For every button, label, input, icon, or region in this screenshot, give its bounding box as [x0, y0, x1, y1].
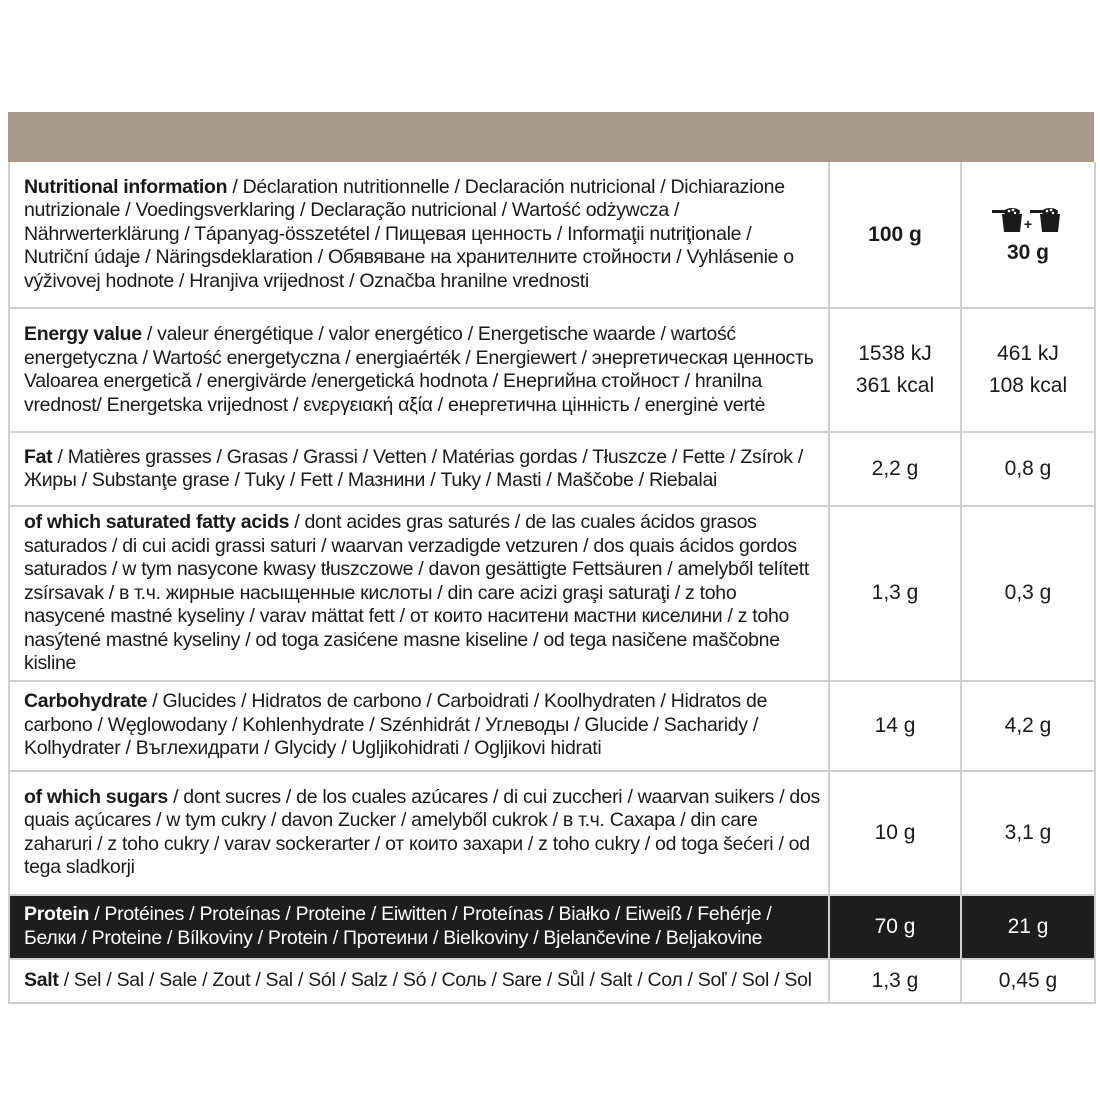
header-translations: / Déclaration nutritionnelle / Declaración nutricional / Dichiarazione nutrizionale / Voedingsverklaring / Declaração nutricional / Wartość odżywcza / Nährwerterklärung / Tápanyag-összetétel / Пищевая ценность / Informaţii nutriţionale / Nutriční údaje / Näringsdeklaration / Обявяване на хранителните стойности / Vyhlásenie o výživovej hodnote / Hranjiva vrijednost / Označba hranilne vrednosti	[24, 175, 794, 292]
two-scoops-icon	[992, 201, 1064, 237]
value-100g: 1,3 g	[829, 506, 961, 681]
value-serving: 21 g	[961, 895, 1095, 959]
table-row	[9, 308, 1095, 432]
table-row	[9, 432, 1095, 506]
table-row	[9, 681, 1095, 771]
row-translations: / Protéines / Proteínas / Proteine / Eiwitten / Proteínas / Białko / Eiweiß / Fehérje / Белки / Proteine / Bílkoviny / Protein / Протеини / Bielkoviny / Bjelančevine / Beljakovine	[24, 903, 772, 949]
value-100g: 2,2 g	[829, 432, 961, 506]
row-translations: / Glucides / Hidratos de carbono / Carboidrati / Koolhydraten / Hidratos de carbono / Węglowodany / Kohlenhydrate / Szénhidrát / Углеводы / Glucide / Sacharidy / Kolhydrater / Въглехидрати / Glycidy / Ugljikohidrati / Ogljikovi hidrati	[24, 690, 768, 760]
table-row	[9, 771, 1095, 895]
value-text: 1538 kJ 361 kcal	[855, 342, 935, 397]
row-name: of which sugars	[24, 785, 168, 808]
value-100g: 1,3 g	[829, 959, 961, 1003]
nutrition-table	[8, 162, 1096, 1004]
value-serving: 4,2 g	[961, 681, 1095, 771]
row-description	[9, 506, 829, 681]
row-name: Fat	[24, 445, 53, 468]
value-100g	[829, 308, 961, 432]
value-serving: 0,3 g	[961, 506, 1095, 681]
row-name: Carbohydrate	[24, 690, 148, 713]
header-description	[9, 162, 829, 308]
header-serving	[961, 162, 1095, 308]
row-name: of which saturated fatty acids	[24, 511, 290, 533]
table-row	[9, 959, 1095, 1003]
scoop-icon	[1030, 204, 1064, 234]
plus-sign: +	[1023, 215, 1033, 232]
value-serving	[961, 308, 1095, 432]
row-translations: / Sel / Sal / Sale / Zout / Sal / Sól / Salz / Só / Соль / Sare / Sůl / Salt / Сол / Soľ / Sol / Sol	[58, 968, 812, 991]
value-100g: 70 g	[829, 895, 961, 959]
value-serving: 0,8 g	[961, 432, 1095, 506]
value-100g: 14 g	[829, 681, 961, 771]
table-header-row	[9, 162, 1095, 308]
value-text: 461 kJ 108 kcal	[988, 342, 1068, 397]
row-description	[9, 432, 829, 506]
header-serving-value: 30 g	[1006, 240, 1050, 264]
value-serving: 0,45 g	[961, 959, 1095, 1003]
row-description	[9, 681, 829, 771]
row-description	[9, 308, 829, 432]
row-translations: / Matières grasses / Grasas / Grassi / Vetten / Matérias gordas / Tłuszcze / Fette / Zsírok / Жиры / Substanţe grase / Tuky / Fett / Мазнини / Tuky / Masti / Maščobe / Riebalai	[24, 445, 803, 491]
header-name: Nutritional information	[24, 175, 228, 198]
table-row	[9, 506, 1095, 681]
header-100g: 100 g	[829, 162, 961, 308]
row-translations: / dont acides gras saturés / de las cuales ácidos grasos saturados / di cui acidi grassi saturi / waarvan verzadigde vetzuren / dos quais ácidos gordos saturados / w tym nasycone kwasy tłuszczowe / davon gesättigte Fettsäuren / amelyből telített zsírsavak / в т.ч. жирные насыщенные кислоты / din care acizi graşi saturaţi / z toho nasycené mastné kyseliny / varav mättat fett / от които наситени мастни киселини / z toho nasýtené mastné kyseliny / od toga zasićene masne kiseline / od tega nasičene maščobne kisline	[24, 511, 809, 674]
row-name: Energy value	[24, 323, 142, 345]
row-translations: / dont sucres / de los cuales azúcares / di cui zuccheri / waarvan suikers / dos quais açúcares / w tym cukry / davon Zucker / amelyből cukrok / в т.ч. Сахара / din care zaharuri / z toho cukry / varav sockerarter / от които захари / z toho cukry / od toga šećeri / od tega sladkorji	[24, 785, 820, 878]
row-description	[9, 959, 829, 1003]
table-row-protein	[9, 895, 1095, 959]
row-description	[9, 895, 829, 959]
value-serving: 3,1 g	[961, 771, 1095, 895]
row-translations: / valeur énergétique / valor energético / Energetische waarde / wartość energetyczna / Wartość energetyczna / energiaérték / Energiewert / энергетическая ценность Valoarea energetică / energivärde /energetická hodnota / Енергийна стойност / hranilna vrednost/ Energetska vrijednost / ενεργειακή αξία / енергетична цінність / energinė vertė	[24, 323, 814, 416]
scoop-icon	[992, 204, 1026, 234]
header-band	[8, 112, 1094, 162]
row-name: Salt	[24, 968, 59, 991]
value-100g: 10 g	[829, 771, 961, 895]
row-name: Protein	[24, 903, 90, 925]
row-description	[9, 771, 829, 895]
